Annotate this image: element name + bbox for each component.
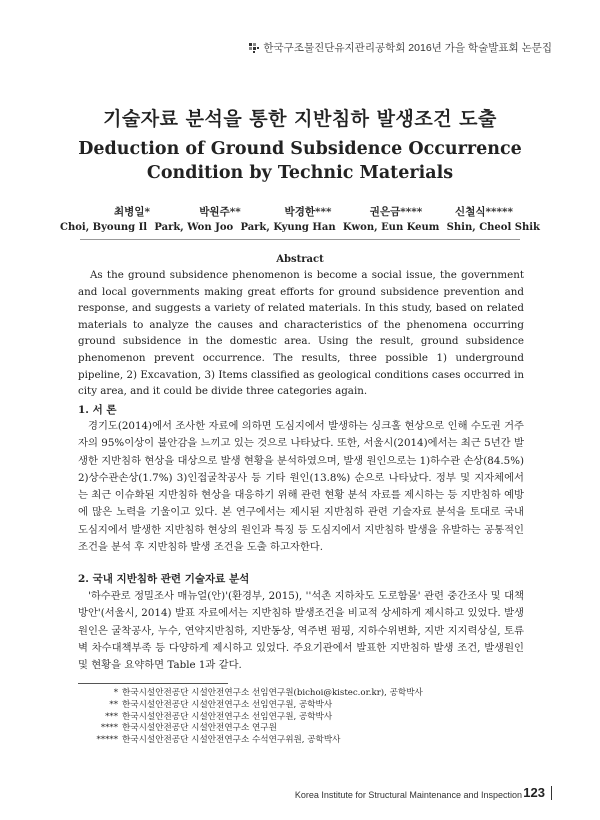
author-english-5: Shin, Cheol Shik [446, 222, 540, 233]
author-english-3: Park, Kyung Han [240, 222, 336, 233]
title-english: Deduction of Ground Subsidence Occurrence Condition by Technic Materials [78, 139, 522, 183]
footnote-item: *** 한국시설안전공단 시설안전연구소 선임연구원, 공학박사 [105, 711, 333, 722]
footnotes [78, 688, 524, 747]
footnote-item: * 한국시설안전공단 시설안전연구소 선임연구원(bichoi@kistec.or.kr), 공학박사 [113, 688, 423, 698]
author-korean-5: 신철식***** [455, 206, 513, 218]
section-heading-introduction: 1. 서 론 [78, 404, 117, 416]
footnote-item: **** 한국시설안전공단 시설안전연구소 연구원 [100, 723, 277, 734]
footer-institute: Korea Institute for Structural Maintenance and Inspection [294, 790, 522, 800]
authors-english [60, 222, 540, 233]
author-korean-3: 박경한*** [284, 206, 332, 218]
journal-name: 한국구조물진단유지관리공학회 2016년 가을 학술발표회 논문집 [263, 42, 552, 54]
section-text-introduction: 경기도(2014)에서 조사한 자료에 의하면 도심지에서 발생하는 싱크홀 현상으로 인해 수도권 거주자의 95%이상이 불안감을 느끼고 있는 것으로 나타났다. 또한, 서울시(2014)에서는 최근 5년간 발생한 지반침하 현상을 대상으로 발생 현황을 분석하였으며, 발생 원인으로는 1)하수관 손상(84.5%) 2)상수관손상(1.7%) 3)인접굴착공사 등 기타 원인(13.8%) 순으로 나타났다. 정부 및 지자체에서는 최근 이슈화된 지반침하 현상을 대응하기 위해 관련 현황 분석 자료를 제시하는 등 지반침하 예방에 많은 노력을 기울이고 있다. 본 연구에서는 제시된 지반침하 관련 기술자료 분석을 토대로 국내 도심지에서 발생한 지반침하 현상의 원인과 특징 등 도심지에서 지반침하 발생을 유발하는 공통적인 조건을 분석 후 지반침하 발생 조건을 도출 하고자한다. [78, 420, 524, 554]
abstract-text: As the ground subsidence phenomenon is become a social issue, the government and local governments making great efforts for ground subsidence prevention and response, and suggests a variety of related materials. In this study, based on related materials to analyze the causes and characteristics of the phenomena occurring ground subsidence in the domestic area. Using the result, ground subsidence phenomenon prevent occurrence. The results, three possible 1) underground pipeline, 2) Excavation, 3) Items classified as geological conditions cases occurred in city area, and it could be divide three categories again. [78, 269, 524, 398]
footnote-item: ** 한국시설안전공단 시설안전연구소 선임연구원, 공학박사 [109, 699, 333, 710]
page-number [523, 785, 552, 800]
running-header [249, 40, 552, 55]
author-english-1: Choi, Byoung Il [60, 222, 148, 233]
author-korean-1: 최병일* [114, 206, 150, 218]
title-korean: 기술자료 분석을 통한 지반침하 발생조건 도출 [103, 108, 497, 130]
divider [80, 239, 520, 240]
authors-korean [88, 204, 528, 219]
page-number-value: 123 [523, 785, 545, 800]
author-korean-4: 권은금**** [369, 206, 423, 218]
section-heading-analysis: 2. 국내 지반침하 관련 기술자료 분석 [78, 573, 250, 585]
page-number-bar [551, 786, 552, 800]
section-text-analysis: '하수관로 정밀조사 매뉴얼(안)'(환경부, 2015), ''석촌 지하차도 도로함몰' 관련 중간조사 및 대책방안'(서울시, 2014) 발표 자료에서는 지반침하 발생조건을 비교적 상세하게 제시하고 있었다. 발생원인은 굴착공사, 누수, 연약지반침하, 지반동상, 역주변 펌핑, 지하수위변화, 지반 지지력상실, 토류벽 차수대책부족 등 다양하게 제시하고 있었다. 주요기관에서 발표한 지반침하 발생 조건, 발생원인 및 현황을 요약하면 Table 1과 같다. [78, 590, 524, 672]
author-korean-2: 박원주** [199, 206, 241, 218]
journal-logo-icon [249, 43, 259, 53]
footnote-divider [78, 683, 228, 684]
footnote-item: ***** 한국시설안전공단 시설안전연구소 수석연구위원, 공학박사 [96, 735, 341, 746]
author-english-4: Kwon, Eun Keum [342, 222, 440, 233]
abstract-heading: Abstract [276, 254, 324, 265]
author-english-2: Park, Won Joo [154, 222, 234, 233]
